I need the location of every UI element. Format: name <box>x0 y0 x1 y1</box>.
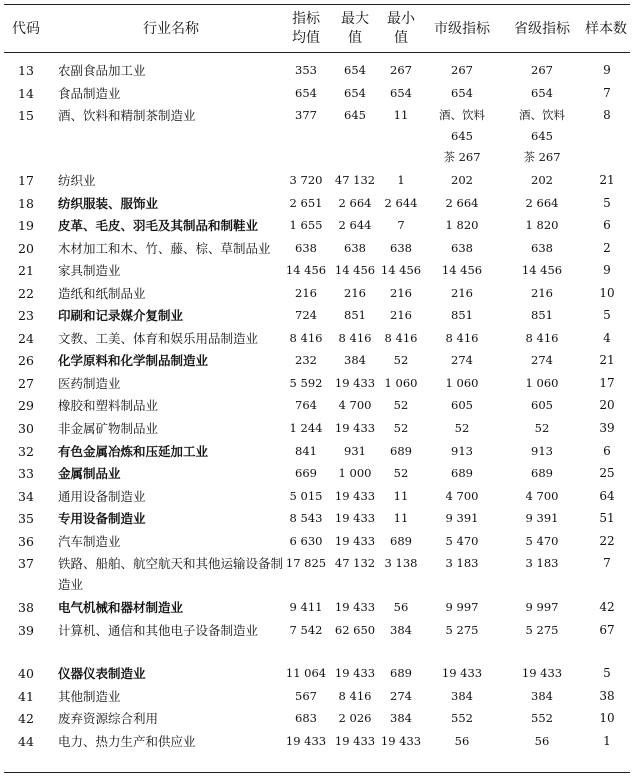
row-max: 19 433 <box>334 533 376 548</box>
row-name: 通用设备制造业 <box>58 488 146 504</box>
row-prov-indicator: 9 997 <box>525 600 559 614</box>
row-avg: 841 <box>295 443 317 458</box>
row-sample-count: 21 <box>599 353 615 368</box>
row-avg: 669 <box>295 466 317 481</box>
row-avg: 1 655 <box>289 218 323 233</box>
row-max: 19 433 <box>334 488 376 503</box>
row-prov-indicator: 654 <box>531 85 553 100</box>
row-min: 654 <box>390 85 412 100</box>
row-name: 非金属矿物制品业 <box>58 421 159 436</box>
row-prov-indicator: 14 456 <box>521 263 563 278</box>
row-min: 19 433 <box>380 733 422 748</box>
row-name: 专用设备制造业 <box>58 511 146 527</box>
row-prov-indicator: 851 <box>531 308 553 323</box>
row-max: 8 416 <box>338 688 372 703</box>
row-code: 32 <box>18 443 34 459</box>
row-code: 37 <box>18 556 34 572</box>
row-name: 铁路、船舶、航空航天和其他运输设备制造业 <box>58 556 284 593</box>
row-min: 14 456 <box>380 263 422 278</box>
row-min: 1 060 <box>384 375 418 390</box>
row-max: 19 433 <box>334 375 376 390</box>
row-city-indicator: 酒、饮料 645 茶 267 <box>439 108 485 165</box>
row-code: 30 <box>18 421 34 436</box>
header-sample-count: 样本数 <box>585 20 627 37</box>
row-max: 19 433 <box>334 666 376 681</box>
row-name: 木材加工和木、竹、藤、棕、草制品业 <box>58 240 271 256</box>
row-code: 44 <box>18 733 34 749</box>
row-min: 384 <box>390 622 412 637</box>
row-max: 384 <box>344 353 366 368</box>
row-code: 26 <box>18 353 34 369</box>
row-prov-indicator: 9 391 <box>525 511 559 526</box>
row-sample-count: 9 <box>603 63 611 77</box>
row-sample-count: 21 <box>599 172 615 187</box>
row-city-indicator: 605 <box>451 398 473 413</box>
row-prov-indicator: 202 <box>531 172 553 187</box>
row-name: 废弃资源综合利用 <box>58 711 159 727</box>
row-code: 38 <box>18 600 34 615</box>
row-avg: 1 244 <box>289 421 323 435</box>
row-name: 橡胶和塑料制品业 <box>58 398 159 414</box>
row-prov-indicator: 5 470 <box>525 533 559 548</box>
row-avg: 11 064 <box>285 666 327 681</box>
row-name: 纺织业 <box>58 172 96 188</box>
row-min: 52 <box>393 466 409 481</box>
row-max: 47 132 <box>334 172 376 187</box>
row-avg: 2 651 <box>289 195 323 210</box>
row-sample-count: 6 <box>603 443 611 458</box>
row-min: 1 <box>397 172 405 187</box>
row-city-indicator: 384 <box>451 688 473 703</box>
row-city-indicator: 8 416 <box>445 330 479 345</box>
row-name: 食品制造业 <box>58 85 121 101</box>
row-min: 11 <box>393 511 409 526</box>
table-header-rule <box>4 52 630 53</box>
row-prov-indicator: 1 820 <box>525 218 559 233</box>
row-city-indicator: 9 391 <box>445 511 479 526</box>
row-min: 11 <box>393 488 409 503</box>
table-bottom-rule <box>4 772 630 773</box>
row-max: 62 650 <box>334 622 376 637</box>
row-avg: 3 720 <box>289 172 323 187</box>
row-city-indicator: 216 <box>451 285 473 300</box>
row-city-indicator: 56 <box>454 733 470 748</box>
row-name: 造纸和纸制品业 <box>58 285 146 301</box>
row-prov-indicator: 689 <box>531 466 553 481</box>
row-city-indicator: 654 <box>451 85 473 100</box>
row-avg: 232 <box>295 353 317 368</box>
row-sample-count: 9 <box>603 263 611 278</box>
row-max: 19 433 <box>334 600 376 614</box>
row-prov-indicator: 52 <box>534 421 550 435</box>
row-code: 24 <box>18 330 34 346</box>
row-avg: 353 <box>295 63 317 77</box>
row-prov-indicator: 605 <box>531 398 553 413</box>
row-avg: 6 630 <box>289 533 323 548</box>
row-prov-indicator: 2 664 <box>525 195 559 210</box>
row-prov-indicator: 56 <box>534 733 550 748</box>
row-code: 41 <box>18 688 34 704</box>
row-max: 851 <box>344 308 366 323</box>
row-city-indicator: 1 060 <box>445 375 479 390</box>
row-code: 18 <box>18 195 34 211</box>
row-avg: 9 411 <box>289 600 323 614</box>
row-max: 2 026 <box>338 711 372 726</box>
header-prov: 省级指标 <box>514 20 570 37</box>
row-prov-indicator: 19 433 <box>521 666 563 681</box>
row-name: 有色金属冶炼和压延加工业 <box>58 443 209 459</box>
row-code: 22 <box>18 285 34 301</box>
row-sample-count: 5 <box>603 666 611 681</box>
row-sample-count: 7 <box>603 85 611 100</box>
row-avg: 7 542 <box>289 622 323 637</box>
row-city-indicator: 5 275 <box>445 622 479 637</box>
row-name: 酒、饮料和精制茶制造业 <box>58 108 196 124</box>
row-min: 56 <box>393 600 409 614</box>
row-max: 638 <box>344 240 366 255</box>
row-prov-indicator: 638 <box>531 240 553 255</box>
row-sample-count: 22 <box>599 533 615 548</box>
row-prov-indicator: 216 <box>531 285 553 300</box>
row-city-indicator: 202 <box>451 172 473 187</box>
row-avg: 764 <box>295 398 317 413</box>
row-sample-count: 4 <box>603 330 611 345</box>
row-max: 47 132 <box>334 556 376 571</box>
row-sample-count: 38 <box>599 688 615 703</box>
row-min: 274 <box>390 688 412 703</box>
row-sample-count: 7 <box>603 556 611 571</box>
row-city-indicator: 851 <box>451 308 473 323</box>
row-min: 638 <box>390 240 412 255</box>
row-code: 23 <box>18 308 34 324</box>
row-city-indicator: 267 <box>451 63 473 77</box>
row-city-indicator: 274 <box>451 353 473 368</box>
row-city-indicator: 5 470 <box>445 533 479 548</box>
row-avg: 724 <box>295 308 317 323</box>
row-max: 19 433 <box>334 733 376 748</box>
row-name: 皮革、毛皮、羽毛及其制品和制鞋业 <box>58 218 259 234</box>
row-max: 654 <box>344 85 366 100</box>
row-min: 11 <box>393 108 409 123</box>
row-code: 21 <box>18 263 34 279</box>
row-sample-count: 5 <box>603 308 611 323</box>
row-name: 农副食品加工业 <box>58 63 146 78</box>
row-code: 20 <box>18 240 34 256</box>
row-prov-indicator: 274 <box>531 353 553 368</box>
row-avg: 567 <box>295 688 317 703</box>
row-city-indicator: 1 820 <box>445 218 479 233</box>
row-name: 计算机、通信和其他电子设备制造业 <box>58 622 259 638</box>
row-min: 52 <box>393 398 409 413</box>
row-city-indicator: 3 183 <box>445 556 479 571</box>
row-code: 34 <box>18 488 34 504</box>
row-prov-indicator: 5 275 <box>525 622 559 637</box>
row-max: 4 700 <box>338 398 372 413</box>
row-sample-count: 67 <box>599 622 615 637</box>
row-code: 15 <box>18 108 34 124</box>
table-top-rule <box>4 4 630 5</box>
row-name: 其他制造业 <box>58 688 121 704</box>
row-code: 36 <box>18 533 34 549</box>
row-min: 267 <box>390 63 412 77</box>
row-name: 金属制品业 <box>58 466 121 482</box>
row-min: 216 <box>390 308 412 323</box>
row-city-indicator: 689 <box>451 466 473 481</box>
row-name: 电力、热力生产和供应业 <box>58 733 196 749</box>
row-prov-indicator: 8 416 <box>525 330 559 345</box>
row-min: 689 <box>390 533 412 548</box>
row-code: 42 <box>18 711 34 727</box>
row-code: 27 <box>18 375 34 391</box>
row-name: 医药制造业 <box>58 375 121 391</box>
row-min: 216 <box>390 285 412 300</box>
row-avg: 654 <box>295 85 317 100</box>
row-avg: 216 <box>295 285 317 300</box>
header-min: 最小 值 <box>387 11 415 46</box>
row-sample-count: 51 <box>599 511 615 526</box>
row-prov-indicator: 1 060 <box>525 375 559 390</box>
row-avg: 8 543 <box>289 511 323 526</box>
row-prov-indicator: 552 <box>531 711 553 726</box>
row-code: 17 <box>18 172 34 188</box>
row-code: 14 <box>18 85 34 101</box>
row-avg: 5 592 <box>289 375 323 390</box>
row-min: 52 <box>393 353 409 368</box>
row-code: 39 <box>18 622 34 638</box>
row-name: 电气机械和器材制造业 <box>58 600 184 615</box>
row-max: 8 416 <box>338 330 372 345</box>
row-sample-count: 2 <box>603 240 611 255</box>
row-sample-count: 17 <box>599 375 615 390</box>
row-max: 216 <box>344 285 366 300</box>
row-min: 689 <box>390 666 412 681</box>
row-max: 2 644 <box>338 218 372 233</box>
row-sample-count: 5 <box>603 195 611 210</box>
row-max: 2 664 <box>338 195 372 210</box>
row-prov-indicator: 384 <box>531 688 553 703</box>
row-max: 1 000 <box>338 466 372 481</box>
row-avg: 17 825 <box>285 556 327 571</box>
row-city-indicator: 14 456 <box>441 263 483 278</box>
header-code: 代码 <box>12 20 40 37</box>
row-min: 7 <box>397 218 405 233</box>
row-city-indicator: 913 <box>451 443 473 458</box>
row-max: 931 <box>344 443 366 458</box>
row-prov-indicator: 267 <box>531 63 553 77</box>
row-city-indicator: 4 700 <box>445 488 479 503</box>
row-avg: 683 <box>295 711 317 726</box>
row-max: 19 433 <box>334 511 376 526</box>
row-name: 纺织服装、服饰业 <box>58 195 159 211</box>
row-max: 19 433 <box>334 421 376 435</box>
row-city-indicator: 9 997 <box>445 600 479 614</box>
row-sample-count: 10 <box>599 285 615 300</box>
row-prov-indicator: 913 <box>531 443 553 458</box>
row-code: 35 <box>18 511 34 527</box>
row-sample-count: 1 <box>603 733 611 748</box>
row-min: 8 416 <box>384 330 418 345</box>
row-code: 19 <box>18 218 34 234</box>
row-sample-count: 8 <box>603 108 611 123</box>
row-min: 689 <box>390 443 412 458</box>
header-max: 最大 值 <box>341 11 369 46</box>
row-min: 52 <box>393 421 409 435</box>
row-sample-count: 6 <box>603 218 611 233</box>
row-sample-count: 64 <box>599 488 615 503</box>
row-name: 印刷和记录媒介复制业 <box>58 308 184 324</box>
row-avg: 14 456 <box>285 263 327 278</box>
row-avg: 5 015 <box>289 488 323 503</box>
row-avg: 377 <box>295 108 317 123</box>
row-sample-count: 25 <box>599 466 615 481</box>
row-min: 2 644 <box>384 195 418 210</box>
row-max: 654 <box>344 63 366 77</box>
row-min: 384 <box>390 711 412 726</box>
row-max: 14 456 <box>334 263 376 278</box>
row-code: 33 <box>18 466 34 482</box>
row-sample-count: 42 <box>599 600 615 614</box>
row-sample-count: 20 <box>599 398 615 413</box>
header-name: 行业名称 <box>143 20 199 37</box>
header-avg: 指标 均值 <box>292 11 320 46</box>
row-max: 645 <box>344 108 366 123</box>
row-sample-count: 10 <box>599 711 615 726</box>
row-prov-indicator: 3 183 <box>525 556 559 571</box>
row-city-indicator: 19 433 <box>441 666 483 681</box>
row-prov-indicator: 酒、饮料 645 茶 267 <box>519 108 565 165</box>
row-city-indicator: 2 664 <box>445 195 479 210</box>
row-avg: 8 416 <box>289 330 323 345</box>
row-name: 化学原料和化学制品制造业 <box>58 353 209 369</box>
row-code: 29 <box>18 398 34 414</box>
header-city: 市级指标 <box>434 20 490 37</box>
row-name: 仪器仪表制造业 <box>58 666 146 682</box>
row-name: 文教、工美、体育和娱乐用品制造业 <box>58 330 259 346</box>
row-min: 3 138 <box>384 556 418 571</box>
row-name: 家具制造业 <box>58 263 121 279</box>
row-city-indicator: 638 <box>451 240 473 255</box>
row-city-indicator: 552 <box>451 711 473 726</box>
row-prov-indicator: 4 700 <box>525 488 559 503</box>
row-city-indicator: 52 <box>454 421 470 435</box>
row-sample-count: 39 <box>599 421 615 435</box>
row-avg: 19 433 <box>285 733 327 748</box>
row-code: 40 <box>18 666 34 682</box>
row-code: 13 <box>18 63 34 78</box>
row-name: 汽车制造业 <box>58 533 121 549</box>
row-avg: 638 <box>295 240 317 255</box>
